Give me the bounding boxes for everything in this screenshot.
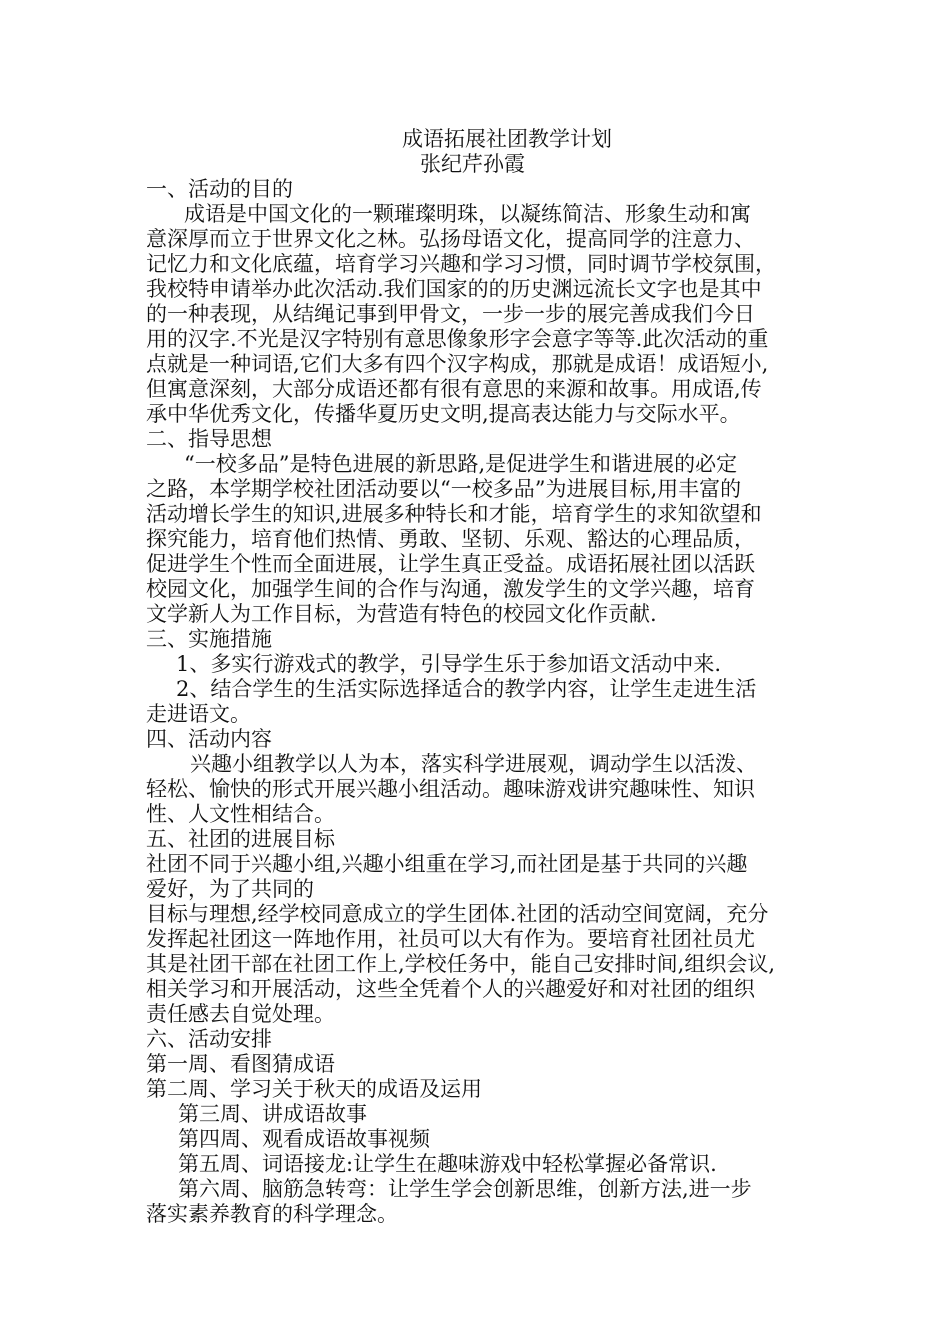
body-line: 促进学生个性而全面进展，让学生真正受益。成语拓展社团以活跃	[146, 552, 755, 576]
body-line: 探究能力，培育他们热情、勇敢、坚韧、乐观、豁达的心理品质，	[146, 527, 755, 551]
body-line: 轻松、愉快的形式开展兴趣小组活动。趣味游戏讲究趣味性、知识	[146, 777, 755, 801]
schedule-week-1: 第一周、看图猜成语	[146, 1052, 335, 1076]
schedule-week-5: 第五周、词语接龙:让学生在趣味游戏中轻松掌握必备常识.	[178, 1152, 717, 1176]
body-line: 发挥起社团这一阵地作用，社员可以大有作为。要培育社团社员尤	[146, 927, 755, 951]
body-line: 责任感去自觉处理。	[146, 1002, 335, 1026]
body-line: 用的汉字.不光是汉字特别有意思像象形字会意字等等.此次活动的重	[146, 327, 769, 351]
body-line: 承中华优秀文化，传播华夏历史文明,提高表达能力与交际水平。	[146, 402, 741, 426]
body-line: 记忆力和文化底蕴，培育学习兴趣和学习习惯，同时调节学校氛围，	[146, 252, 776, 276]
body-line: 性、人文性相结合。	[146, 802, 335, 826]
schedule-week-4: 第四周、观看成语故事视频	[178, 1127, 430, 1151]
document-author: 张纪芹孙霞	[420, 152, 525, 176]
schedule-week-3: 第三周、讲成语故事	[178, 1102, 367, 1126]
body-line: 相关学习和开展活动，这些全凭着个人的兴趣爱好和对社团的组织	[146, 977, 755, 1001]
body-line: 走进语文。	[146, 702, 251, 726]
body-line: 点就是一种词语,它们大多有四个汉字构成，那就是成语！成语短小,	[146, 352, 769, 376]
body-line: 我校特申请举办此次活动.我们国家的的历史渊远流长文字也是其中	[146, 277, 762, 301]
body-line: 的一种表现，从结绳记事到甲骨文，一步一步的展完善成我们今日	[146, 302, 755, 326]
schedule-week-2: 第二周、学习关于秋天的成语及运用	[146, 1077, 482, 1101]
body-line: “一校多品”是特色进展的新思路,是促进学生和谐进展的必定	[184, 452, 738, 476]
section-heading-content: 四、活动内容	[146, 727, 272, 751]
section-heading-schedule: 六、活动安排	[146, 1027, 272, 1051]
body-line: 意深厚而立于世界文化之林。弘扬母语文化，提高同学的注意力、	[146, 227, 755, 251]
section-heading-goals: 五、社团的进展目标	[146, 827, 335, 851]
section-heading-measures: 三、实施措施	[146, 627, 272, 651]
body-line: 成语是中国文化的一颗璀璨明珠，以凝练简洁、形象生动和寓	[184, 202, 751, 226]
section-heading-guidance: 二、指导思想	[146, 427, 272, 451]
body-line: 之路，本学期学校社团活动要以“一校多品”为进展目标,用丰富的	[146, 477, 742, 501]
schedule-week-6: 第六周、脑筋急转弯：让学生学会创新思维，创新方法,进一步	[178, 1177, 752, 1201]
body-line: 校园文化，加强学生间的合作与沟通，激发学生的文学兴趣，培育	[146, 577, 755, 601]
body-line: 其是社团干部在社团工作上,学校任务中，能自己安排时间,组织会议,	[146, 952, 776, 976]
body-line: 活动增长学生的知识,进展多种特长和才能，培育学生的求知欲望和	[146, 502, 762, 526]
body-line: 社团不同于兴趣小组,兴趣小组重在学习,而社团是基于共同的兴趣	[146, 852, 748, 876]
body-line: 兴趣小组教学以人为本，落实科学进展观，调动学生以活泼、	[190, 752, 757, 776]
body-line: 文学新人为工作目标，为营造有特色的校园文化作贡献.	[146, 602, 657, 626]
document-title: 成语拓展社团教学计划	[402, 127, 612, 151]
body-line: 落实素养教育的科学理念。	[146, 1202, 398, 1226]
body-line: 但寓意深刻，大部分成语还都有很有意思的来源和故事。用成语,传	[146, 377, 762, 401]
body-line: 目标与理想,经学校同意成立的学生团体.社团的活动空间宽阔，充分	[146, 902, 769, 926]
body-line: 2、结合学生的生活实际选择适合的教学内容，让学生走进生活	[176, 677, 757, 701]
section-heading-purpose: 一、活动的目的	[146, 177, 293, 201]
body-line: 爱好，为了共同的	[146, 877, 314, 901]
body-line: 1、多实行游戏式的教学，引导学生乐于参加语文活动中来.	[176, 652, 722, 676]
